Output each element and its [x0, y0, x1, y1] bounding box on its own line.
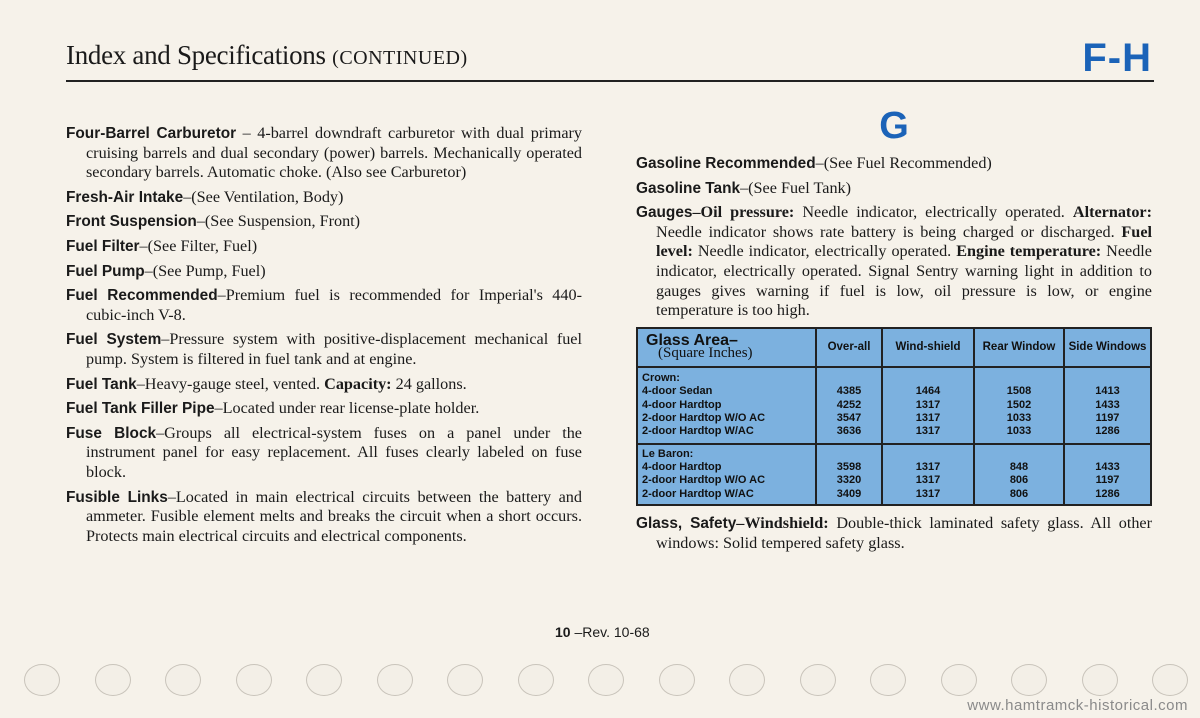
row-label: 2-door Hardtop W/O AC: [642, 411, 766, 424]
right-column: [636, 104, 1152, 558]
glass-table-title: Glass Area– (Square Inches): [638, 329, 816, 367]
binder-hole: [870, 664, 906, 696]
entry-four-barrel-carburetor: Four-Barrel Carburetor – 4-barrel downdraft carburetor with dual primary cruising barrels and dual secondary (power) barrels. Mechanically operated secondary barrels. Automatic choke. (Also see Carburetor): [66, 124, 582, 182]
cell-side-windows: 1433: [1095, 398, 1120, 411]
cell-overall: 3636: [836, 425, 862, 438]
binder-hole: [1011, 664, 1047, 696]
section-letter-g: G: [879, 105, 909, 147]
glass-group-le-baron: [638, 444, 1150, 505]
glass-table: [638, 329, 1150, 505]
col-header-overall: Over-all: [816, 329, 882, 367]
binder-hole: [165, 664, 201, 696]
cell-windshield: 1317: [915, 398, 941, 411]
entry-fuel-pump: Fuel Pump–(See Pump, Fuel): [66, 261, 266, 280]
cell-rear-window: 1502: [1006, 398, 1032, 411]
binder-hole: [800, 664, 836, 696]
row-labels: [638, 444, 816, 505]
row-label: 2-door Hardtop W/AC: [642, 487, 754, 500]
binder-hole: [729, 664, 765, 696]
binder-hole: [377, 664, 413, 696]
row-label: 2-door Hardtop W/O AC: [642, 474, 766, 487]
group-name: Crown:: [642, 371, 680, 384]
col-header-side-windows: Side Windows: [1064, 329, 1150, 367]
cell-side-windows: 1286: [1095, 487, 1120, 500]
col-overall: [816, 444, 882, 505]
col-side-windows: [1064, 444, 1150, 505]
binder-hole: [95, 664, 131, 696]
entry-fuel-tank: Fuel Tank–Heavy-gauge steel, vented. Capacity: 24 gallons.: [66, 374, 467, 393]
glass-group-crown: [638, 367, 1150, 444]
cell-windshield: 1317: [915, 411, 941, 424]
cell-overall: 3598: [836, 461, 862, 474]
binder-hole: [447, 664, 483, 696]
row-label: 2-door Hardtop W/AC: [642, 425, 754, 438]
entry-fuel-filter: Fuel Filter–(See Filter, Fuel): [66, 236, 258, 255]
entry-gasoline-recommended: Gasoline Recommended–(See Fuel Recommended): [636, 154, 992, 172]
page-number: 10: [555, 624, 571, 640]
continued-label: (CONTINUED): [332, 47, 468, 69]
cell-side-windows: 1197: [1095, 474, 1120, 487]
binder-hole: [306, 664, 342, 696]
entry-fuse-block: Fuse Block–Groups all electrical-system fuses on a panel under the instrument panel for easy replacement. All fuses clearly labeled on fuse block.: [66, 423, 582, 481]
row-label: 4-door Hardtop: [642, 461, 722, 474]
cell-side-windows: 1433: [1095, 461, 1120, 474]
cell-rear-window: 1033: [1006, 425, 1032, 438]
cell-overall: 3547: [836, 411, 862, 424]
cell-windshield: 1317: [915, 425, 941, 438]
row-labels: [638, 367, 816, 444]
col-header-rear-window: Rear Window: [974, 329, 1064, 367]
col-overall: [816, 367, 882, 444]
watermark: www.hamtramck-historical.com: [967, 697, 1188, 714]
entry-fresh-air-intake: Fresh-Air Intake–(See Ventilation, Body): [66, 187, 344, 206]
cell-rear-window: 848: [1009, 461, 1029, 474]
col-windshield: [882, 444, 974, 505]
cell-rear-window: 1033: [1006, 411, 1032, 424]
cell-side-windows: 1197: [1095, 411, 1120, 424]
page-title: Index and Specifications (CONTINUED): [66, 40, 468, 70]
glass-area-table: [636, 327, 1152, 507]
cell-rear-window: 806: [1009, 474, 1029, 487]
col-rear-window: [974, 444, 1064, 505]
cell-rear-window: 1508: [1006, 385, 1032, 398]
cell-rear-window: 806: [1009, 487, 1029, 500]
binder-hole: [518, 664, 554, 696]
cell-overall: 4385: [836, 385, 862, 398]
group-name: Le Baron:: [642, 447, 694, 460]
header-rule: [66, 80, 1154, 82]
entry-fuel-tank-filler-pipe: Fuel Tank Filler Pipe–Located under rear license-plate holder.: [66, 399, 480, 418]
entry-front-suspension: Front Suspension–(See Suspension, Front): [66, 212, 361, 231]
entry-fuel-system: Fuel System–Pressure system with positive-displacement mechanical fuel pump. System is filtered in fuel tank and at engine.: [66, 330, 582, 368]
row-label: 4-door Hardtop: [642, 398, 722, 411]
cell-windshield: 1317: [915, 461, 941, 474]
cell-overall: 4252: [836, 398, 862, 411]
revision: –Rev. 10-68: [574, 624, 650, 640]
entry-glass-safety: Glass, Safety–Windshield: Double-thick laminated safety glass. All other windows: Solid tempered safety glass.: [636, 514, 1152, 552]
col-windshield: [882, 367, 974, 444]
binder-hole: [941, 664, 977, 696]
entry-fusible-links: Fusible Links–Located in main electrical circuits between the battery and ammeter. Fusible element melts and breaks the circuit when a short occurs. Protects main electrical circuits and electrical components.: [66, 487, 582, 545]
binder-hole: [659, 664, 695, 696]
cell-windshield: 1317: [915, 474, 941, 487]
table-row: [638, 367, 1150, 444]
binder-hole: [588, 664, 624, 696]
cell-overall: 3320: [836, 474, 862, 487]
table-row: [638, 444, 1150, 505]
cell-side-windows: 1413: [1095, 385, 1120, 398]
cell-side-windows: 1286: [1095, 425, 1120, 438]
left-column: [66, 124, 582, 551]
binder-hole: [1152, 664, 1188, 696]
binder-hole: [24, 664, 60, 696]
cell-windshield: 1464: [915, 385, 941, 398]
row-label: 4-door Sedan: [642, 385, 713, 398]
col-side-windows: [1064, 367, 1150, 444]
binder-hole: [236, 664, 272, 696]
page-footer: [555, 624, 650, 640]
binder-hole: [1082, 664, 1118, 696]
cell-windshield: 1317: [915, 487, 941, 500]
cell-overall: 3409: [836, 487, 862, 500]
col-header-windshield: Wind-shield: [882, 329, 974, 367]
glass-table-header: [638, 329, 1150, 367]
entry-fuel-recommended: Fuel Recommended–Premium fuel is recommended for Imperial's 440-cubic-inch V-8.: [66, 286, 582, 324]
section-badge: F-H: [1082, 36, 1152, 80]
col-rear-window: [974, 367, 1064, 444]
entry-gauges: Gauges–Oil pressure: Needle indicator, electrically operated. Alternator: Needle indicator shows rate battery is being charged or discharged. Fuel level: Needle indicator, electrically operated. Engine temperature: Needle indicator, electrically operated. Signal Sentry warning light in addition to gauges gives warning if fuel is low, oil pressure is low, or engine temperature is too high.: [636, 203, 1152, 320]
entry-gasoline-tank: Gasoline Tank–(See Fuel Tank): [636, 178, 852, 197]
